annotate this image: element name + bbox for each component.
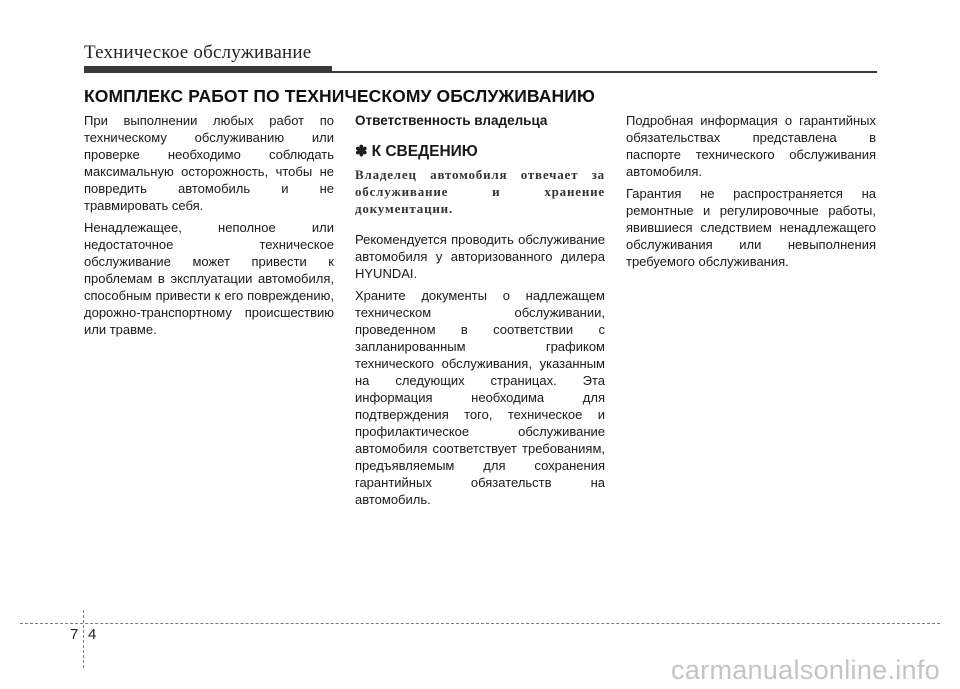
middle-paragraph-1: Рекомендуется проводить обслуживание автомобиля у авторизованного дилера HYUNDAI. xyxy=(355,232,605,281)
middle-paragraph-2: Храните документы о надлежащем техническом обслуживании, проведенном в соответствии с запланированным графиком технического обслуживания, указанным на следующих страницах. Эта информация необходима для подтверждения того, техническое и профилактическое обслуживание автомобиля соответствует требованиям, предъявляемым для сохранения гарантийных обязательств на автомобиль. xyxy=(355,288,605,507)
left-column xyxy=(84,112,334,343)
left-paragraph-1: При выполнении любых работ по техническому обслуживанию или проверке необходимо соблюдать максимальную осторожность, чтобы не повредить автомобиль и не травмировать себя. xyxy=(84,113,334,213)
page-number: 4 xyxy=(88,626,97,643)
right-paragraph-2: Гарантия не распространяется на ремонтные и регулировочные работы, явившиеся следствием ненадлежащего обслуживания или невыполнения требуемого обслуживания. xyxy=(626,186,876,269)
page-header-title: Техническое обслуживание xyxy=(84,42,312,63)
asterisk-icon: ✽ xyxy=(355,143,368,160)
middle-column xyxy=(355,112,605,513)
notice-heading-label: К СВЕДЕНИЮ xyxy=(371,143,478,160)
owner-responsibility-heading: Ответственность владельца xyxy=(355,113,548,128)
left-paragraph-2: Ненадлежащее, неполное или недостаточное техническое обслуживание может привести к проблемам в эксплуатации автомобиля, способным привести к его повреждению, дорожно-транспортному происшествию или травме. xyxy=(84,220,334,337)
section-heading: КОМПЛЕКС РАБОТ ПО ТЕХНИЧЕСКОМУ ОБСЛУЖИВАНИЮ xyxy=(84,86,596,106)
chapter-number: 7 xyxy=(70,626,79,643)
right-column xyxy=(626,112,876,275)
footer-dashed-rule xyxy=(20,623,940,624)
footer-dashed-divider xyxy=(83,610,84,668)
right-paragraph-1: Подробная информация о гарантийных обязательствах представлена в паспорте технического обслуживания автомобиля. xyxy=(626,113,876,179)
watermark: carmanualsonline.info xyxy=(671,655,940,685)
notice-heading xyxy=(355,143,605,160)
header-rule-thick xyxy=(84,66,332,73)
header-rule-thin xyxy=(332,71,877,73)
notice-text: Владелец автомобиля отвечает за обслуживание и хранение документации. xyxy=(355,167,605,216)
